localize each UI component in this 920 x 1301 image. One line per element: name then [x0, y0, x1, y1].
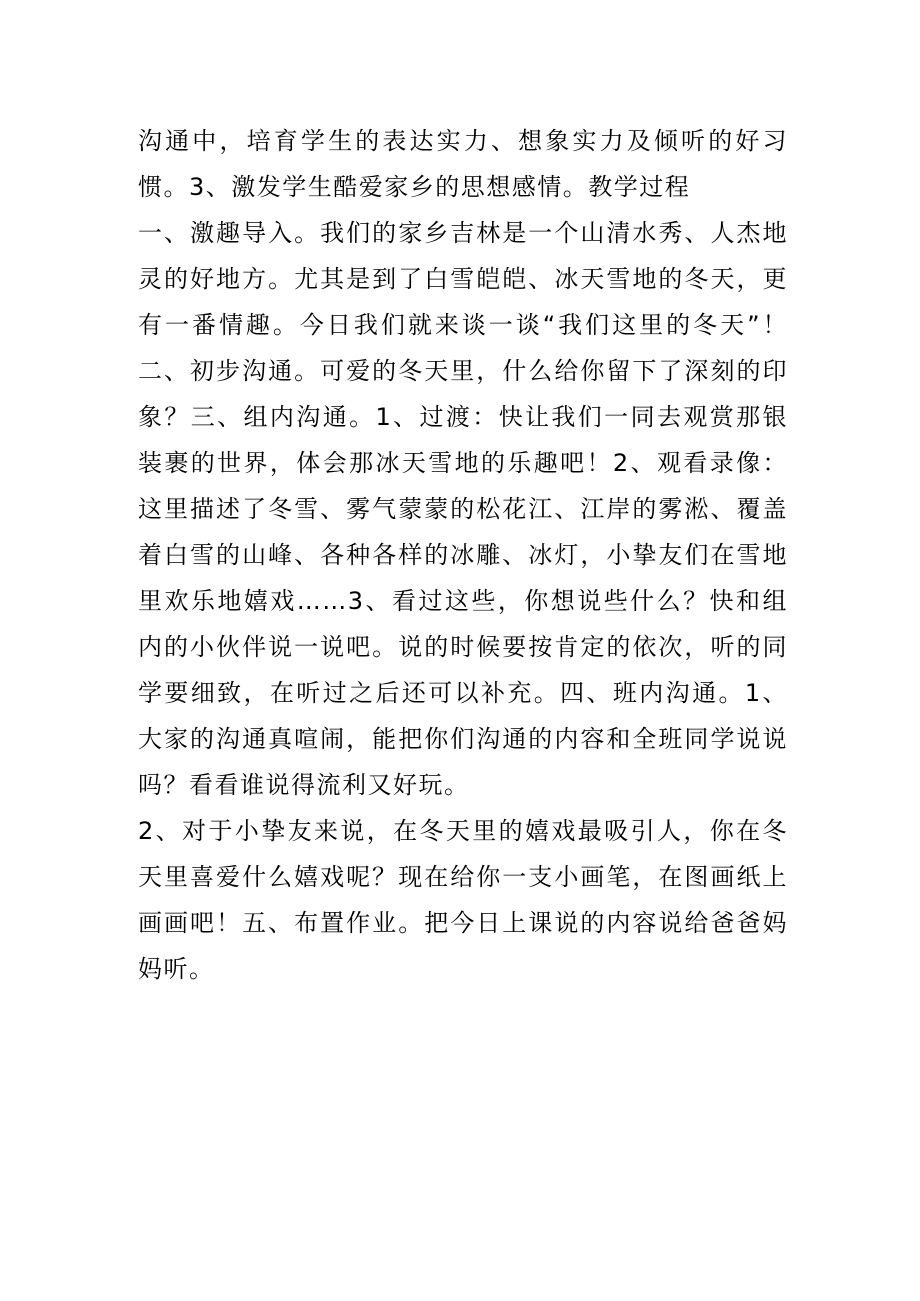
paragraph-3: 2、对于小挚友来说，在冬天里的嬉戏最吸引人，你在冬天里喜爱什么嬉戏呢？现在给你一支小画笔，在图画纸上画画吧！五、布置作业。把今日上课说的内容说给爸爸妈妈听。	[138, 817, 788, 983]
document-body	[138, 118, 788, 992]
paragraph-2: 一、激趣导入。我们的家乡吉林是一个山清水秀、人杰地灵的好地方。尤其是到了白雪皑皑、冰天雪地的冬天，更有一番情趣。今日我们就来谈一谈“我们这里的冬天”！二、初步沟通。可爱的冬天里，什么给你留下了深刻的印象？三、组内沟通。1、过渡：快让我们一同去观赏那银装裹的世界，体会那冰天雪地的乐趣吧！2、观看录像：这里描述了冬雪、雾气蒙蒙的松花江、江岸的雾淞、覆盖着白雪的山峰、各种各样的冰雕、冰灯，小挚友们在雪地里欢乐地嬉戏……3、看过这些，你想说些什么？快和组内的小伙伴说一说吧。说的时候要按肯定的依次，听的同学要细致，在听过之后还可以补充。四、班内沟通。1、大家的沟通真喧闹，能把你们沟通的内容和全班同学说说吗？看看谁说得流利又好玩。	[138, 219, 788, 799]
paragraph-1: 沟通中，培育学生的表达实力、想象实力及倾听的好习惯。3、激发学生酷爱家乡的思想感情。教学过程	[138, 127, 788, 201]
